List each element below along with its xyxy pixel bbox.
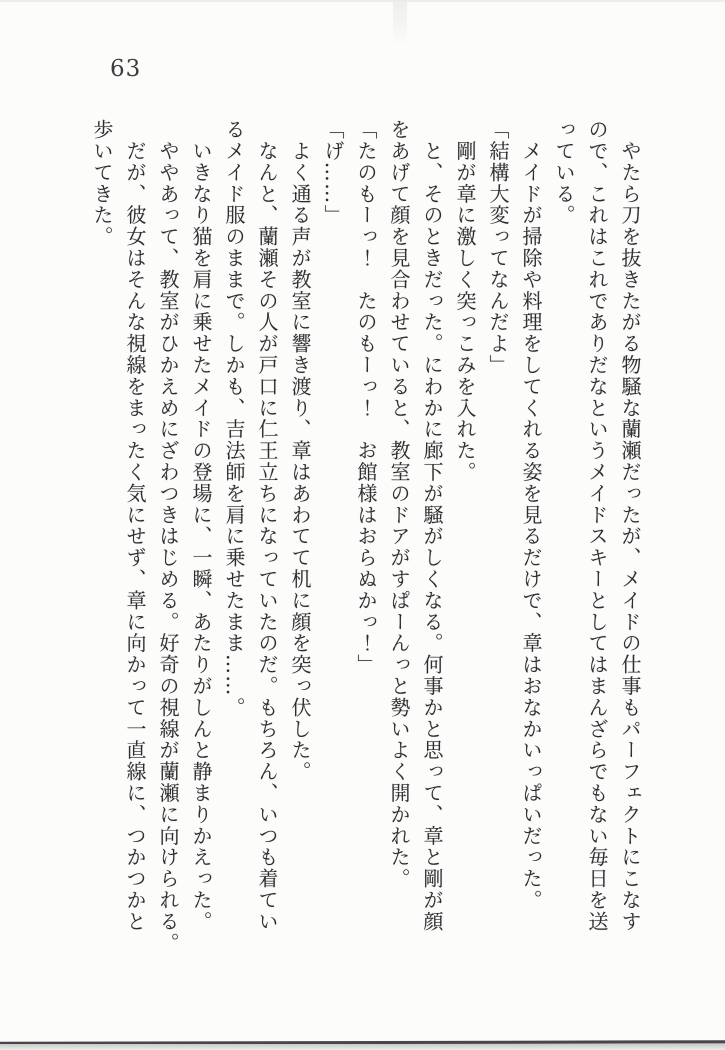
text-line: なんと、蘭瀬その人が戸口に仁王立ちになっていたのだ。もちろん、いつも着てい bbox=[255, 119, 279, 933]
body-text bbox=[85, 119, 646, 954]
text-line: ので、これはこれでありだなというメイドスキーとしてはまんざらでもない毎日を送 bbox=[585, 119, 609, 933]
text-line: 歩いてきた。 bbox=[90, 119, 114, 248]
text-line: よく通る声が教室に響き渡り、章はあわてて机に顔を突っ伏した。 bbox=[288, 119, 312, 783]
text-line: るメイド服のままで。しかも、吉法師を肩に乗せたまま……。 bbox=[222, 119, 246, 719]
text-line: いきなり猫を肩に乗せたメイドの登場に、一瞬、あたりがしんと静まりかえった。 bbox=[189, 119, 213, 933]
text-line: 「結構大変ってなんだよ」 bbox=[486, 119, 510, 376]
text-line: っている。 bbox=[552, 119, 576, 226]
text-line: やたら刀を抜きたがる物騒な蘭瀬だったが、メイドの仕事もパーフェクトにこなす bbox=[618, 119, 642, 933]
text-line: だが、彼女はそんな視線をまったく気にせず、章に向かって一直線に、つかつかと bbox=[123, 119, 147, 933]
text-line: と、そのときだった。にわかに廊下が騒がしくなる。何事かと思って、章と剛が顔 bbox=[420, 119, 444, 933]
text-line: メイドが掃除や料理をしてくれる姿を見るだけで、章はおなかいっぱいだった。 bbox=[519, 119, 543, 911]
scan-bottom-edge-shadow bbox=[0, 1044, 725, 1050]
scan-smudge-artifact bbox=[393, 0, 407, 46]
text-line: をあげて顔を見合わせていると、教室のドアがすぱーんっと勢いよく開かれた。 bbox=[387, 119, 411, 890]
scan-top-edge bbox=[0, 0, 725, 2]
text-line: ややあって、教室がひかえめにざわつきはじめる。好奇の視線が蘭瀬に向けられる。 bbox=[156, 119, 180, 954]
text-line: 「たのもーっ！ たのもーっ！ お館様はおらぬかっ！」 bbox=[354, 119, 378, 676]
page-number: 63 bbox=[110, 56, 142, 82]
text-line: 「げ……」 bbox=[321, 119, 345, 226]
text-line: 剛が章に激しく突っこみを入れた。 bbox=[453, 119, 477, 483]
